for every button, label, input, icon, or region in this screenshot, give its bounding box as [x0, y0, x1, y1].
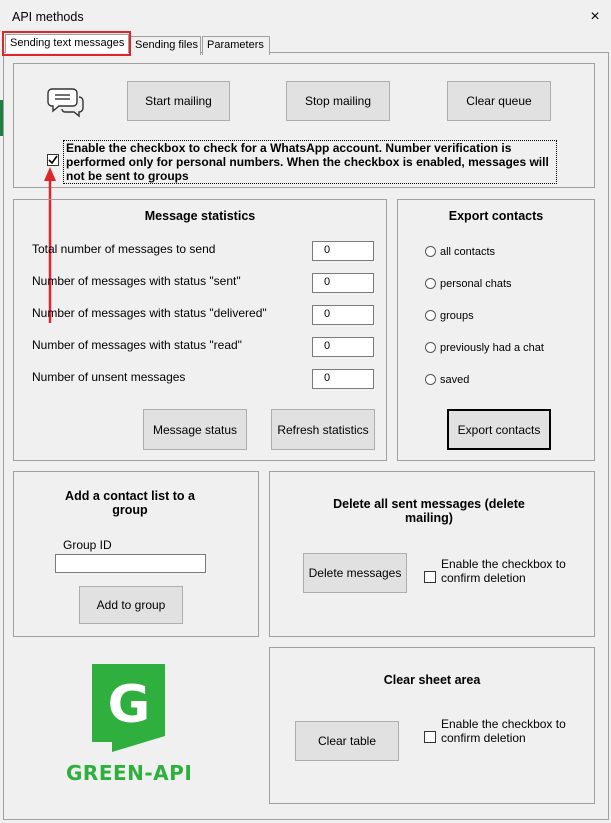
stat-label-read: Number of messages with status "read": [32, 338, 242, 352]
stat-label-sent: Number of messages with status "sent": [32, 274, 241, 288]
delete-messages-button[interactable]: Delete messages: [303, 553, 407, 593]
stop-mailing-button[interactable]: Stop mailing: [286, 81, 390, 121]
tab-sending-files[interactable]: Sending files: [130, 36, 201, 55]
stat-value-read: 0: [312, 337, 374, 357]
confirm-clear-label: Enable the checkbox to confirm deletion: [441, 717, 566, 745]
stat-label-total: Total number of messages to send: [32, 242, 216, 256]
chat-bubbles-icon: [46, 86, 86, 118]
group-id-label: Group ID: [63, 538, 112, 552]
radio-all-contacts[interactable]: [425, 246, 436, 257]
start-mailing-button[interactable]: Start mailing: [127, 81, 230, 121]
message-statistics-title: Message statistics: [144, 209, 256, 223]
refresh-statistics-button[interactable]: Refresh statistics: [271, 409, 375, 450]
add-to-group-title: Add a contact list to a group: [65, 489, 195, 517]
stat-value-unsent: 0: [312, 369, 374, 389]
message-status-button[interactable]: Message status: [143, 409, 247, 450]
green-api-logo-icon: [92, 664, 167, 754]
radio-label-groups: groups: [440, 310, 474, 322]
radio-previously-had-chat[interactable]: [425, 342, 436, 353]
tab-highlight-outline: [2, 31, 131, 56]
window-title: API methods: [12, 10, 84, 24]
add-to-group-button[interactable]: Add to group: [79, 586, 183, 624]
export-contacts-title: Export contacts: [448, 209, 544, 223]
stat-value-delivered: 0: [312, 305, 374, 325]
tab-sending-text-messages[interactable]: Sending text messages: [5, 34, 129, 53]
green-api-logo-text: GREEN-API: [66, 761, 193, 785]
tab-parameters[interactable]: Parameters: [202, 36, 270, 55]
radio-label-previously-had-chat: previously had a chat: [440, 342, 544, 354]
radio-label-saved: saved: [440, 374, 470, 386]
confirm-delete-checkbox[interactable]: [424, 571, 436, 583]
title-bar: [0, 0, 611, 34]
radio-label-all-contacts: all contacts: [440, 246, 496, 258]
radio-saved[interactable]: [425, 374, 436, 385]
group-id-input[interactable]: [55, 554, 206, 573]
delete-messages-title: Delete all sent messages (delete mailing): [333, 497, 525, 525]
clear-sheet-title: Clear sheet area: [383, 673, 481, 687]
clear-queue-button[interactable]: Clear queue: [447, 81, 551, 121]
clear-table-button[interactable]: Clear table: [295, 721, 399, 761]
confirm-delete-label: Enable the checkbox to confirm deletion: [441, 557, 566, 585]
stat-label-unsent: Number of unsent messages: [32, 370, 186, 384]
close-icon[interactable]: ×: [590, 8, 600, 25]
stat-value-sent: 0: [312, 273, 374, 293]
svg-text:G: G: [107, 675, 151, 735]
radio-personal-chats[interactable]: [425, 278, 436, 289]
stat-label-delivered: Number of messages with status "delivered": [32, 306, 267, 320]
stat-value-total: 0: [312, 241, 374, 261]
radio-groups[interactable]: [425, 310, 436, 321]
confirm-clear-checkbox[interactable]: [424, 731, 436, 743]
radio-label-personal-chats: personal chats: [440, 278, 512, 290]
check-whatsapp-label: Enable the checkbox to check for a WhatsApp account. Number verification is performed only for personal numbers. When the checkbox is enabled, messages will not be sent to groups: [63, 140, 557, 184]
export-contacts-button[interactable]: Export contacts: [447, 409, 551, 450]
